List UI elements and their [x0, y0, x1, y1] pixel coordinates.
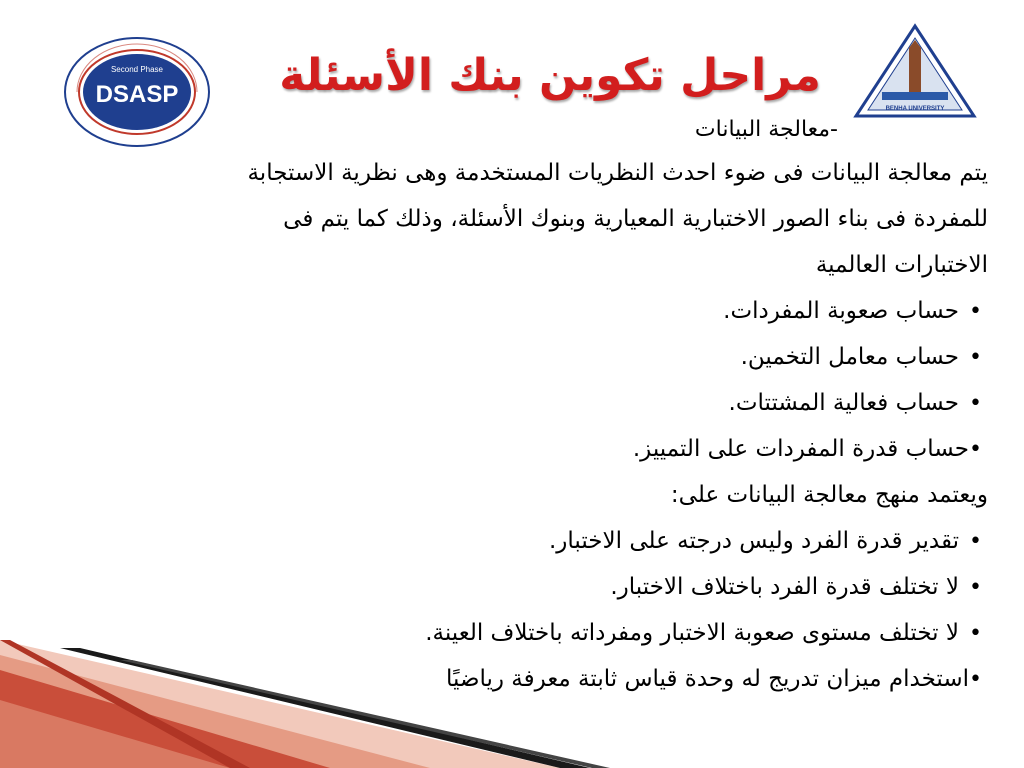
list-item — [28, 426, 988, 472]
svg-text:Second Phase: Second Phase — [110, 65, 164, 74]
list-item-text: حساب معامل التخمين. — [740, 344, 960, 370]
svg-text:DSASP: DSASP — [95, 81, 179, 108]
paragraph-line-3: الاختبارات العالمية — [815, 252, 988, 278]
slide-body — [28, 110, 988, 702]
benha-university-logo — [852, 20, 978, 124]
list-item-text: تقدير قدرة الفرد وليس درجته على الاختبار. — [549, 528, 960, 554]
paragraph-line-2: للمفردة فى بناء الصور الاختبارية المعيارية وبنوك الأسئلة، وذلك كما يتم فى — [283, 206, 988, 232]
svg-text:BENHA UNIVERSITY: BENHA UNIVERSITY — [885, 106, 945, 112]
list-item-text: حساب قدرة المفردات على التمييز. — [632, 436, 970, 462]
list-item-text: استخدام ميزان تدريج له وحدة قياس ثابتة معرفة رياضيًا — [446, 666, 970, 692]
list-item — [28, 380, 988, 426]
list-item — [28, 334, 988, 380]
paragraph-line-1: يتم معالجة البيانات فى ضوء احدث النظريات المستخدمة وهى نظرية الاستجابة — [247, 160, 988, 186]
list-item-text: لا تختلف مستوى صعوبة الاختبار ومفرداته باختلاف العينة. — [425, 620, 960, 646]
intro-line: ويعتمد منهج معالجة البيانات على: — [670, 482, 988, 508]
list-item — [28, 656, 988, 702]
list-item — [28, 610, 988, 656]
list-item-text: حساب فعالية المشتتات. — [728, 390, 960, 416]
list-item-text: لا تختلف قدرة الفرد باختلاف الاختبار. — [610, 574, 960, 600]
section-heading: -معالجة البيانات — [694, 117, 838, 142]
slide-title: مراحل تكوين بنك الأسئلة — [279, 50, 821, 101]
list-item — [28, 288, 988, 334]
list-item-text: حساب صعوبة المفردات. — [723, 298, 960, 324]
list-item — [28, 564, 988, 610]
list-item — [28, 518, 988, 564]
